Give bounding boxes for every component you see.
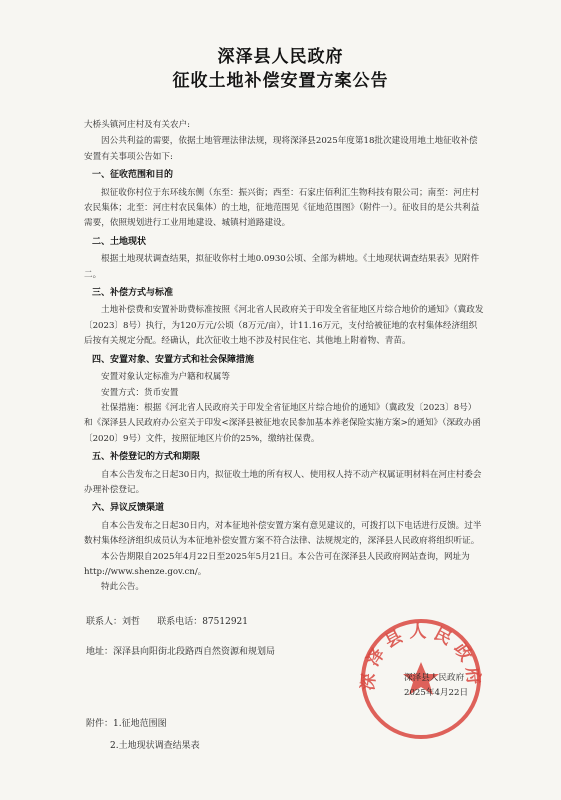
signature-date: 2025年4月22日 [404, 688, 469, 698]
address-value: 深泽县向阳街北段路西自然资源和规划局 [113, 647, 276, 657]
section-4-paragraph-1: 安置对象认定标准为户籍和权属等 [101, 372, 230, 383]
salutation: 大桥头镇河庄村及有关农户: [84, 120, 191, 130]
attachment-1 [86, 716, 167, 729]
attachment-item-2: 2.土地现状调查结果表 [110, 741, 200, 751]
document-title-line1: 深泽县人民政府 [217, 47, 344, 67]
attachment-label: 附件： [86, 719, 114, 729]
section-6-paragraph-2: 本公告期限自2025年4月22日至2025年5月21日。本公告可在深泽县人民政府网站查询，网址为http://www.shenze.gov.cn/。 [84, 551, 470, 577]
attachment-2 [110, 738, 200, 751]
attachment-item-1: 1.征地范围图 [113, 719, 167, 729]
section-heading-4: 四、安置对象、安置方式和社会保障措施 [92, 354, 255, 365]
contact-person: 联系人：刘哲 [86, 617, 141, 627]
section-heading-6: 六、异议反馈渠道 [92, 503, 165, 514]
section-5-paragraph: 自本公告发布之日起30日内，拟征收土地的所有权人、使用权人持不动产权属证明材料在河庄村委会办理补偿登记。 [84, 469, 482, 495]
section-2-paragraph: 根据土地现状调查结果，拟征收你村土地0.0930公顷、全部为耕地。《土地现状调查结果表》见附件二。 [84, 254, 480, 280]
signature-org: 深泽县人民政府 [404, 673, 465, 683]
address-label: 地址： [86, 647, 114, 657]
closing-phrase: 特此公告。 [101, 582, 144, 593]
section-4-paragraph-3: 社保措施：根据《河北省人民政府关于印发全省征地区片综合地价的通知》（冀政发〔2023〕8号）和《深泽县人民政府办公室关于印发<深泽县被征地农民参加基本养老保险实施方案>的通知》（深政办函〔2020〕9号）文件，按照征地区片价的25%，缴纳社保费。 [84, 402, 481, 444]
document-title-line2: 征收土地补偿安置方案公告 [172, 71, 389, 91]
section-1-paragraph: 拟征收你村位于东环线东侧（东至：振兴街；西至：石家庄佰利汇生物科技有限公司；南至：河庄村农民集体；北至：河庄村农民集体）的土地，征地范围见《征地范围图》（附件一）。征收目的是公共利益需要，依照规划进行工业用地建设、城镇村道路建设。 [84, 187, 480, 229]
section-heading-2: 二、土地现状 [92, 236, 147, 247]
section-heading-1: 一、征收范围和目的 [92, 170, 174, 181]
intro-paragraph: 因公共利益的需要，依据土地管理法律法规，现将深泽县2025年度第18批次建设用地土地征收补偿安置有关事项公告如下: [84, 136, 478, 162]
notice-body [84, 118, 484, 596]
section-6-paragraph-1: 自本公告发布之日起30日内，对本征地补偿安置方案有意见建议的，可拨打以下电话进行反馈。过半数村集体经济组织成员认为本征地补偿安置方案不符合法律、法规规定的，深泽县人民政府将组织听证。 [84, 520, 482, 547]
section-3-paragraph: 土地补偿费和安置补助费标准按照《河北省人民政府关于印发全省征地区片综合地价的通知》（冀政发〔2023〕8号）执行，为120万元/公顷（8万元/亩），计11.16万元，支付给被征地的农村集体经济组织后按有关规定分配。经确认，此次征收土地不涉及村民住宅、其他地上附着物、青苗。 [84, 305, 484, 347]
contact-phone: 联系电话：87512921 [157, 617, 248, 627]
section-4-paragraph-2: 安置方式：货币安置 [101, 387, 179, 398]
section-heading-5: 五、补偿登记的方式和期限 [92, 452, 201, 463]
section-heading-3: 三、补偿方式与标准 [92, 288, 174, 299]
seal-text: 深泽县人民政府 [358, 622, 484, 692]
